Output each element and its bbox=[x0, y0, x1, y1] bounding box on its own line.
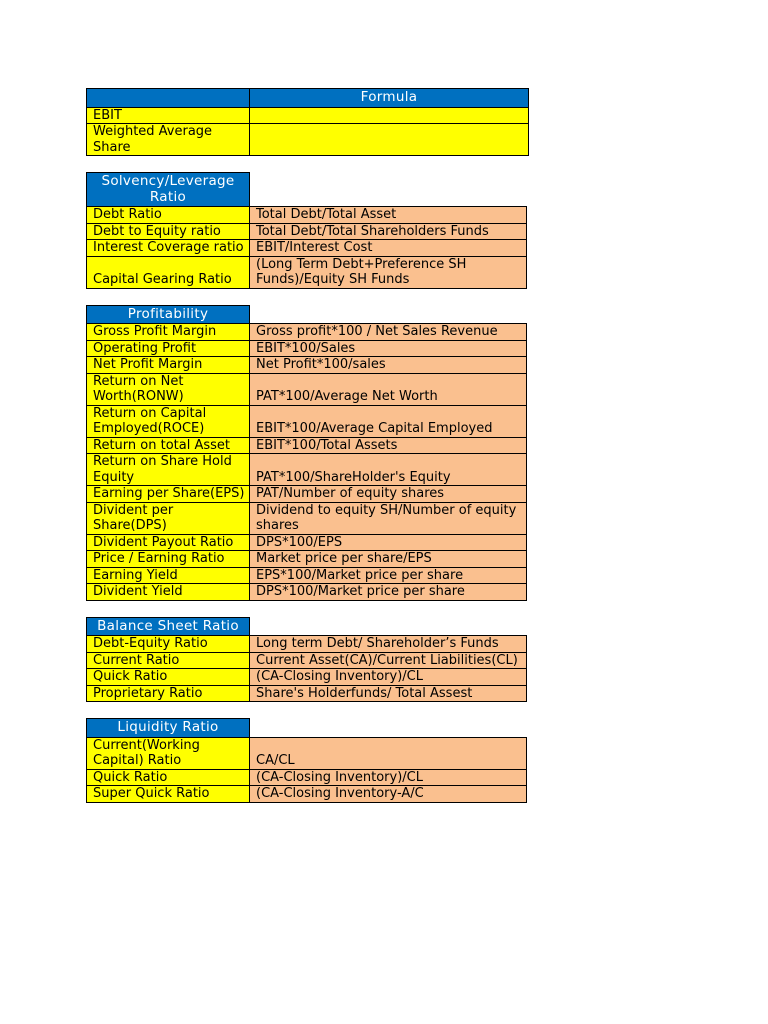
section-header-row bbox=[87, 719, 527, 738]
ratio-name-cell[interactable]: Weighted Average Share bbox=[87, 124, 250, 156]
section-header-row bbox=[87, 617, 527, 636]
ratio-name-cell[interactable]: Price / Earning Ratio bbox=[87, 551, 250, 568]
empty-cell bbox=[250, 617, 527, 636]
table-row bbox=[87, 567, 527, 584]
profitability-table bbox=[86, 305, 527, 601]
table-row bbox=[87, 357, 527, 374]
ratio-name-cell[interactable]: Operating Profit bbox=[87, 340, 250, 357]
table-row bbox=[87, 502, 527, 534]
ratio-name-cell[interactable]: Super Quick Ratio bbox=[87, 786, 250, 803]
empty-cell bbox=[250, 719, 527, 738]
table-row bbox=[87, 551, 527, 568]
table-row bbox=[87, 454, 527, 486]
ratio-name-cell[interactable]: Gross Profit Margin bbox=[87, 324, 250, 341]
formula-cell[interactable]: DPS*100/EPS bbox=[250, 534, 527, 551]
formula-cell[interactable]: Share's Holderfunds/ Total Assest bbox=[250, 685, 527, 702]
formula-cell[interactable] bbox=[250, 124, 529, 156]
formula-cell[interactable]: EBIT*100/Sales bbox=[250, 340, 527, 357]
table-row bbox=[87, 636, 527, 653]
empty-cell bbox=[250, 305, 527, 324]
formula-cell[interactable]: (CA-Closing Inventory)/CL bbox=[250, 669, 527, 686]
table-row bbox=[87, 124, 529, 156]
formula-cell[interactable]: Total Debt/Total Asset bbox=[250, 207, 527, 224]
table-row bbox=[87, 207, 527, 224]
formula-cell[interactable]: PAT*100/ShareHolder's Equity bbox=[250, 454, 527, 486]
ratio-name-cell[interactable]: Debt-Equity Ratio bbox=[87, 636, 250, 653]
formula-header[interactable]: Formula bbox=[250, 89, 529, 108]
solvency-table bbox=[86, 172, 527, 289]
header-row bbox=[87, 89, 529, 108]
ratio-name-cell[interactable]: Divident Yield bbox=[87, 584, 250, 601]
ratio-name-cell[interactable]: Return on Share Hold Equity bbox=[87, 454, 250, 486]
ratio-name-cell[interactable]: Quick Ratio bbox=[87, 769, 250, 786]
table-row bbox=[87, 240, 527, 257]
table-row bbox=[87, 324, 527, 341]
ratio-name-cell[interactable]: Divident Payout Ratio bbox=[87, 534, 250, 551]
formula-cell[interactable]: DPS*100/Market price per share bbox=[250, 584, 527, 601]
ratio-name-cell[interactable]: Divident per Share(DPS) bbox=[87, 502, 250, 534]
table-row bbox=[87, 223, 527, 240]
formula-cell[interactable]: Net Profit*100/sales bbox=[250, 357, 527, 374]
table-row bbox=[87, 737, 527, 769]
formula-cell[interactable]: PAT/Number of equity shares bbox=[250, 486, 527, 503]
formula-cell[interactable] bbox=[250, 107, 529, 124]
formula-cell[interactable]: (Long Term Debt+Preference SH Funds)/Equity SH Funds bbox=[250, 256, 527, 288]
ratio-name-cell[interactable]: Earning per Share(EPS) bbox=[87, 486, 250, 503]
header-left-cell[interactable] bbox=[87, 89, 250, 108]
formula-cell[interactable]: Current Asset(CA)/Current Liabilities(CL) bbox=[250, 652, 527, 669]
section-header-row bbox=[87, 305, 527, 324]
ratio-name-cell[interactable]: Debt to Equity ratio bbox=[87, 223, 250, 240]
table-row bbox=[87, 652, 527, 669]
table-row bbox=[87, 786, 527, 803]
section-title[interactable]: Solvency/Leverage Ratio bbox=[87, 173, 250, 207]
table-row bbox=[87, 486, 527, 503]
ratio-name-cell[interactable]: Earning Yield bbox=[87, 567, 250, 584]
section-title[interactable]: Liquidity Ratio bbox=[87, 719, 250, 738]
formula-cell[interactable]: (CA-Closing Inventory-A/C bbox=[250, 786, 527, 803]
table-row bbox=[87, 534, 527, 551]
formula-cell[interactable]: Total Debt/Total Shareholders Funds bbox=[250, 223, 527, 240]
formula-cell[interactable]: (CA-Closing Inventory)/CL bbox=[250, 769, 527, 786]
ratio-name-cell[interactable]: Capital Gearing Ratio bbox=[87, 256, 250, 288]
balance-sheet-table bbox=[86, 617, 527, 703]
table-row bbox=[87, 256, 527, 288]
formula-cell[interactable]: CA/CL bbox=[250, 737, 527, 769]
table-row bbox=[87, 437, 527, 454]
formula-cell[interactable]: Dividend to equity SH/Number of equity shares bbox=[250, 502, 527, 534]
section-header-row bbox=[87, 173, 527, 207]
table-row bbox=[87, 669, 527, 686]
ratio-name-cell[interactable]: Net Profit Margin bbox=[87, 357, 250, 374]
table-row bbox=[87, 373, 527, 405]
formula-cell[interactable]: PAT*100/Average Net Worth bbox=[250, 373, 527, 405]
table-row bbox=[87, 685, 527, 702]
table-row bbox=[87, 584, 527, 601]
ratio-name-cell[interactable]: Current(Working Capital) Ratio bbox=[87, 737, 250, 769]
ratio-name-cell[interactable]: Proprietary Ratio bbox=[87, 685, 250, 702]
ratio-name-cell[interactable]: Return on total Asset bbox=[87, 437, 250, 454]
formula-cell[interactable]: EBIT/Interest Cost bbox=[250, 240, 527, 257]
empty-cell bbox=[250, 173, 527, 207]
ratio-name-cell[interactable]: Current Ratio bbox=[87, 652, 250, 669]
ratio-name-cell[interactable]: Interest Coverage ratio bbox=[87, 240, 250, 257]
formula-cell[interactable]: Long term Debt/ Shareholder’s Funds bbox=[250, 636, 527, 653]
formula-cell[interactable]: EBIT*100/Total Assets bbox=[250, 437, 527, 454]
table-row bbox=[87, 769, 527, 786]
table-row bbox=[87, 340, 527, 357]
formula-cell[interactable]: Gross profit*100 / Net Sales Revenue bbox=[250, 324, 527, 341]
table-row bbox=[87, 405, 527, 437]
section-title[interactable]: Balance Sheet Ratio bbox=[87, 617, 250, 636]
ratio-name-cell[interactable]: Return on Net Worth(RONW) bbox=[87, 373, 250, 405]
ratio-name-cell[interactable]: Return on Capital Employed(ROCE) bbox=[87, 405, 250, 437]
ratio-name-cell[interactable]: Quick Ratio bbox=[87, 669, 250, 686]
formula-cell[interactable]: EBIT*100/Average Capital Employed bbox=[250, 405, 527, 437]
formula-cell[interactable]: EPS*100/Market price per share bbox=[250, 567, 527, 584]
ratio-name-cell[interactable]: Debt Ratio bbox=[87, 207, 250, 224]
section-title[interactable]: Profitability bbox=[87, 305, 250, 324]
table-row bbox=[87, 107, 529, 124]
spreadsheet-sheet bbox=[86, 88, 526, 803]
liquidity-table bbox=[86, 718, 527, 803]
formula-table bbox=[86, 88, 529, 156]
formula-cell[interactable]: Market price per share/EPS bbox=[250, 551, 527, 568]
ratio-name-cell[interactable]: EBIT bbox=[87, 107, 250, 124]
